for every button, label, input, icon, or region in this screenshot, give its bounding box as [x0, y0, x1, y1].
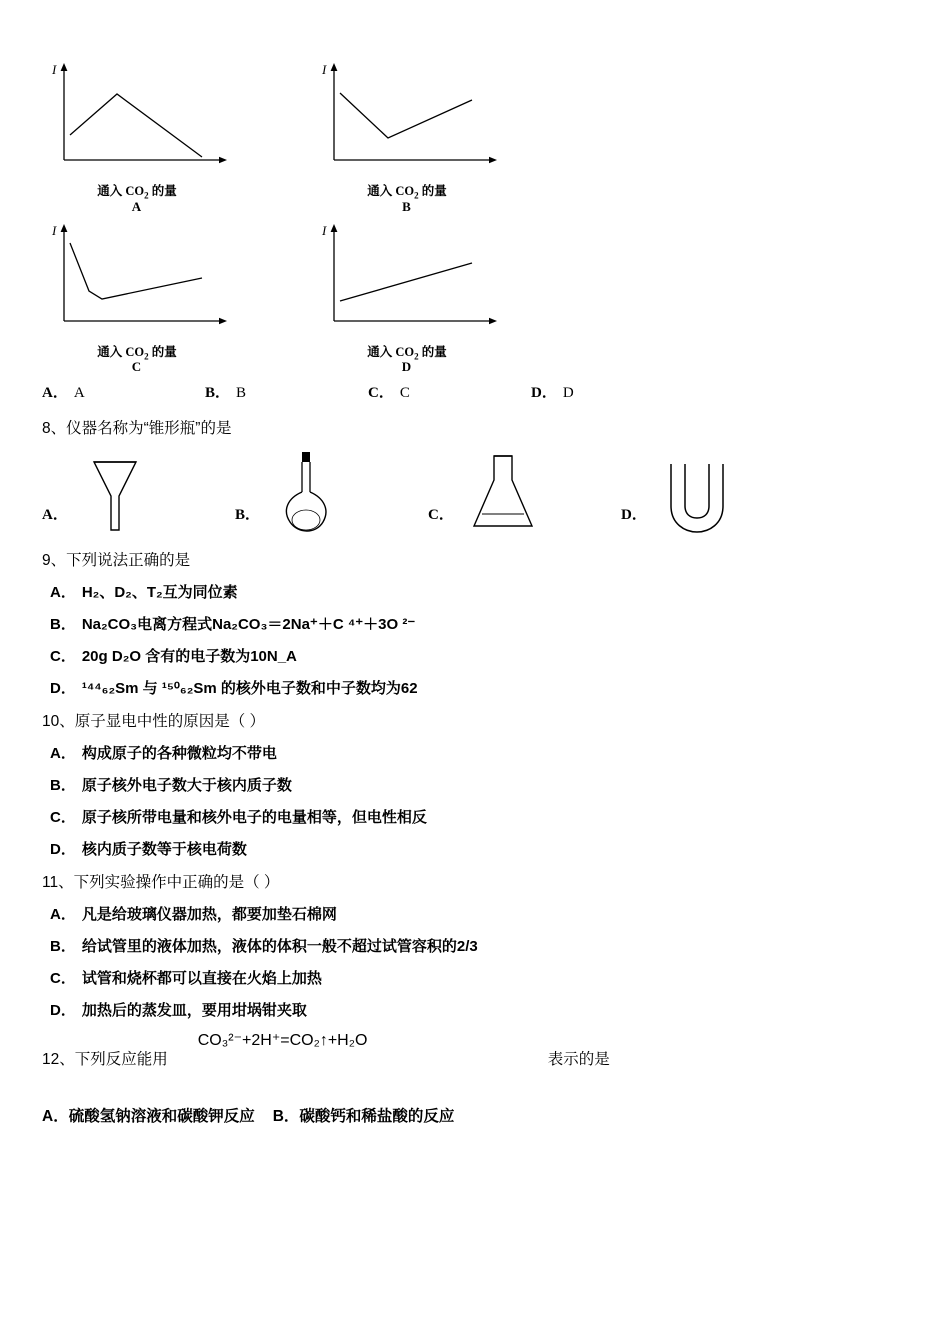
q9-option-b-lead: B．: [50, 616, 76, 633]
q11-option-a-lead: A．: [50, 906, 76, 923]
graph-row-1: [42, 60, 908, 215]
q12-option-b-lead: B．: [272, 1108, 300, 1125]
q9-option-a-text: H₂、D₂、T₂互为同位素: [81, 584, 238, 601]
q7-option-c-label: C．: [368, 385, 394, 401]
q7-option-d-value: D: [562, 385, 574, 401]
q12-stem-before: 12、下列反应能用: [42, 1051, 168, 1068]
q7-option-a-value: A: [73, 385, 85, 401]
q9-option-b-text: Na₂CO₃电离方程式Na₂CO₃＝2Na⁺＋C ⁴⁺＋3O ²⁻: [81, 616, 416, 633]
graph-a-xlabel: 通入 $CO_2$ 的量: [97, 184, 177, 201]
q10-option-c-text: 原子核所带电量和核外电子的电量相等，但电性相反: [81, 809, 427, 826]
graph-b-xlabel: 通入 $CO_2$ 的量: [367, 184, 447, 201]
q7-option-a-label: A．: [42, 385, 68, 401]
graph-d-caption: D: [401, 359, 413, 374]
svg-text:I: I: [52, 62, 57, 77]
q8-option-c-label: C．: [428, 507, 454, 523]
q10-stem: 10、原子显电中性的原因是（ ）: [42, 713, 266, 730]
graph-cell-c: [42, 221, 312, 376]
q11-option-d[interactable]: [50, 999, 908, 1020]
q8-option-a[interactable]: [42, 446, 235, 538]
q12-option-a-text[interactable]: 硫酸氢钠溶液和碳酸钾反应: [68, 1108, 255, 1125]
q9-option-c-lead: C．: [50, 648, 76, 665]
q9-option-b[interactable]: [50, 613, 908, 634]
q8-option-d-label: D．: [621, 507, 647, 523]
q9-option-d[interactable]: [50, 677, 908, 698]
q11-option-a-text: 凡是给玻璃仪器加热，都要加垫石棉网: [81, 906, 337, 923]
q7-options: [42, 381, 908, 402]
q10-option-a[interactable]: [50, 742, 908, 763]
erlenmeyer-flask-icon: [466, 450, 546, 538]
graph-d-svg: [312, 221, 502, 341]
svg-text:I: I: [52, 222, 57, 238]
page-content: [42, 60, 908, 1126]
q10-option-c[interactable]: [50, 806, 908, 827]
q10-option-b-lead: B．: [50, 777, 76, 794]
q10-option-d-text: 核内质子数等于核电荷数: [81, 841, 247, 858]
q11-option-c-lead: C．: [50, 970, 76, 987]
graph-a-svg: [42, 60, 232, 180]
graph-a: [42, 60, 232, 180]
q8-option-b[interactable]: [235, 446, 428, 538]
q10-option-b[interactable]: [50, 774, 908, 795]
q9-stem: 9、下列说法正确的是: [42, 552, 191, 569]
graph-a-caption: A: [131, 198, 143, 214]
graph-cell-b: [312, 60, 582, 215]
q9-option-c[interactable]: [50, 645, 908, 666]
graph-row-2: [42, 221, 908, 376]
q10-option-d-lead: D．: [50, 841, 76, 858]
q7-option-c-value: C: [399, 385, 410, 401]
round-bottom-flask-icon: [272, 448, 342, 538]
graph-c-caption: C: [131, 359, 143, 374]
q11-option-d-text: 加热后的蒸发皿，要用坩埚钳夹取: [81, 1002, 307, 1019]
q8-option-a-label: A．: [42, 507, 68, 523]
q10-option-a-lead: A．: [50, 745, 76, 762]
q12-equation-image: [168, 1032, 548, 1070]
graph-b-caption: B: [402, 198, 412, 214]
q11-option-b-lead: B．: [50, 938, 76, 955]
q7-option-c[interactable]: [368, 381, 531, 402]
svg-text:I: I: [322, 222, 327, 238]
q7-option-d-label: D．: [531, 385, 557, 401]
q8-option-d[interactable]: [621, 446, 814, 538]
graph-b-svg: [312, 60, 502, 180]
u-tube-icon: [659, 458, 739, 538]
graph-b: [312, 60, 502, 180]
q7-option-a[interactable]: [42, 381, 205, 402]
q8-option-b-label: B．: [235, 507, 261, 523]
q12-option-b-text[interactable]: 碳酸钙和稀盐酸的反应: [299, 1108, 455, 1125]
graph-c: [42, 221, 232, 341]
q9-option-a-lead: A．: [50, 584, 76, 601]
q12-option-a-lead: A．: [42, 1108, 69, 1125]
graph-cell-d: [312, 221, 582, 376]
q12-equation-text: CO₃²⁻+2H⁺=CO₂↑+H₂O: [197, 1032, 368, 1049]
q7-option-b[interactable]: [205, 381, 368, 402]
q11-option-a[interactable]: [50, 903, 908, 924]
q10-option-c-lead: C．: [50, 809, 76, 826]
q7-option-b-label: B．: [205, 385, 231, 401]
q11-option-b[interactable]: [50, 935, 908, 956]
q12-options: [42, 1104, 908, 1126]
q10-option-a-text: 构成原子的各种微粒均不带电: [81, 745, 277, 762]
q11-option-d-lead: D．: [50, 1002, 76, 1019]
graph-d: [312, 221, 502, 341]
q9-option-a[interactable]: [50, 581, 908, 602]
q8-options: [42, 446, 908, 538]
q9-option-d-lead: D．: [50, 680, 76, 697]
q11-stem: 11、下列实验操作中正确的是（ ）: [42, 874, 280, 891]
graph-c-xlabel: 通入 $CO_2$ 的量: [97, 344, 177, 361]
q11-option-c[interactable]: [50, 967, 908, 988]
q11-option-b-text: 给试管里的液体加热，液体的体积一般不超过试管容积的2/3: [81, 938, 478, 955]
q9-option-c-text: 20g D₂O 含有的电子数为10N_A: [81, 648, 297, 665]
q8-stem: 8、仪器名称为“锥形瓶”的是: [42, 420, 232, 437]
graph-d-xlabel: 通入 $CO_2$ 的量: [367, 344, 447, 361]
q11-option-c-text: 试管和烧杯都可以直接在火焰上加热: [81, 970, 322, 987]
q7-option-d[interactable]: [531, 381, 694, 402]
q12-stem-after: 表示的是: [547, 1051, 610, 1068]
q10-option-d[interactable]: [50, 838, 908, 859]
q8-option-c[interactable]: [428, 446, 621, 538]
funnel-icon: [80, 452, 150, 538]
svg-text:I: I: [322, 62, 327, 77]
q7-option-b-value: B: [236, 385, 247, 401]
graph-c-svg: [42, 221, 232, 341]
q12-stem: [42, 1032, 908, 1070]
graph-cell-a: [42, 60, 312, 215]
q10-option-b-text: 原子核外电子数大于核内质子数: [81, 777, 292, 794]
q9-option-d-text: ¹⁴⁴₆₂Sm 与 ¹⁵⁰₆₂Sm 的核外电子数和中子数均为62: [81, 680, 418, 697]
